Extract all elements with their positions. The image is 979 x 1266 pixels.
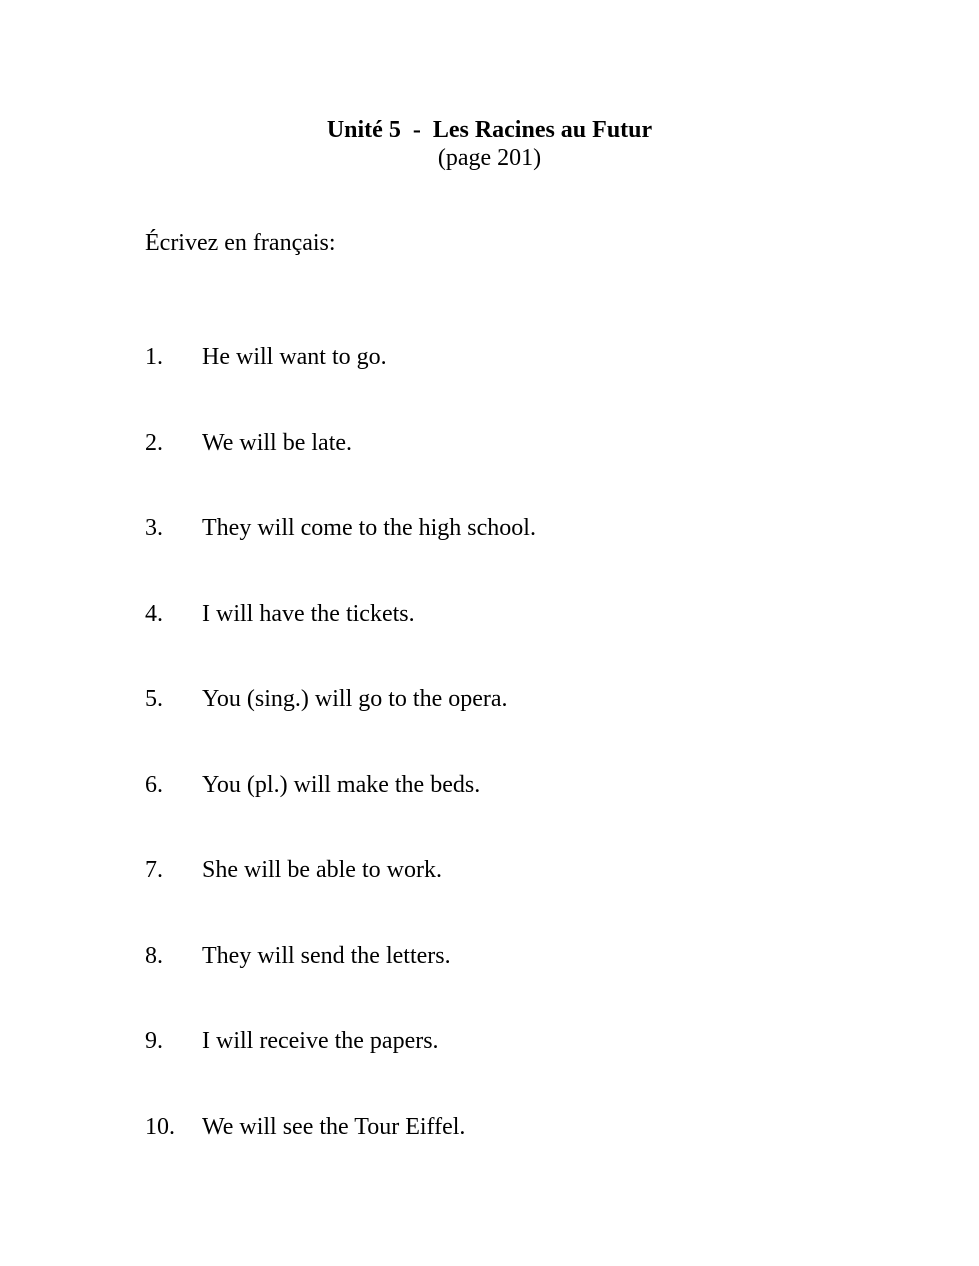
item-text: We will see the Tour Eiffel. — [202, 1113, 466, 1140]
list-item — [145, 942, 536, 1028]
item-number: 1. — [145, 344, 163, 370]
list-item — [145, 429, 536, 515]
list-item — [145, 856, 536, 942]
exercise-list — [145, 343, 536, 1198]
item-text: We will be late. — [202, 429, 353, 456]
item-number: 2. — [145, 429, 163, 456]
item-text: I will have the tickets. — [202, 600, 415, 627]
item-number: 4. — [145, 600, 163, 627]
list-item — [145, 343, 536, 429]
item-number: 8. — [145, 942, 163, 969]
item-text: They will send the letters. — [202, 942, 451, 969]
list-item — [145, 771, 536, 857]
item-text: He will want to go. — [202, 344, 387, 370]
item-text: They will come to the high school. — [202, 515, 536, 541]
list-item — [145, 685, 536, 771]
item-text: She will be able to work. — [202, 857, 442, 883]
list-item — [145, 1027, 536, 1113]
page-reference: (page 201) — [437, 145, 542, 171]
item-number: 6. — [145, 771, 163, 798]
page-title: Unité 5 - Les Racines au Futur — [326, 117, 653, 143]
item-number: 5. — [145, 686, 163, 712]
list-item — [145, 514, 536, 600]
item-number: 7. — [145, 857, 163, 883]
list-item — [145, 600, 536, 686]
item-text: I will receive the papers. — [202, 1028, 439, 1054]
item-text: You (sing.) will go to the opera. — [202, 686, 508, 712]
item-number: 10. — [145, 1113, 175, 1140]
instruction-text: Écrivez en français: — [145, 230, 336, 256]
item-number: 3. — [145, 515, 163, 541]
item-text: You (pl.) will make the beds. — [202, 771, 481, 798]
item-number: 9. — [145, 1028, 163, 1054]
list-item — [145, 1113, 536, 1199]
